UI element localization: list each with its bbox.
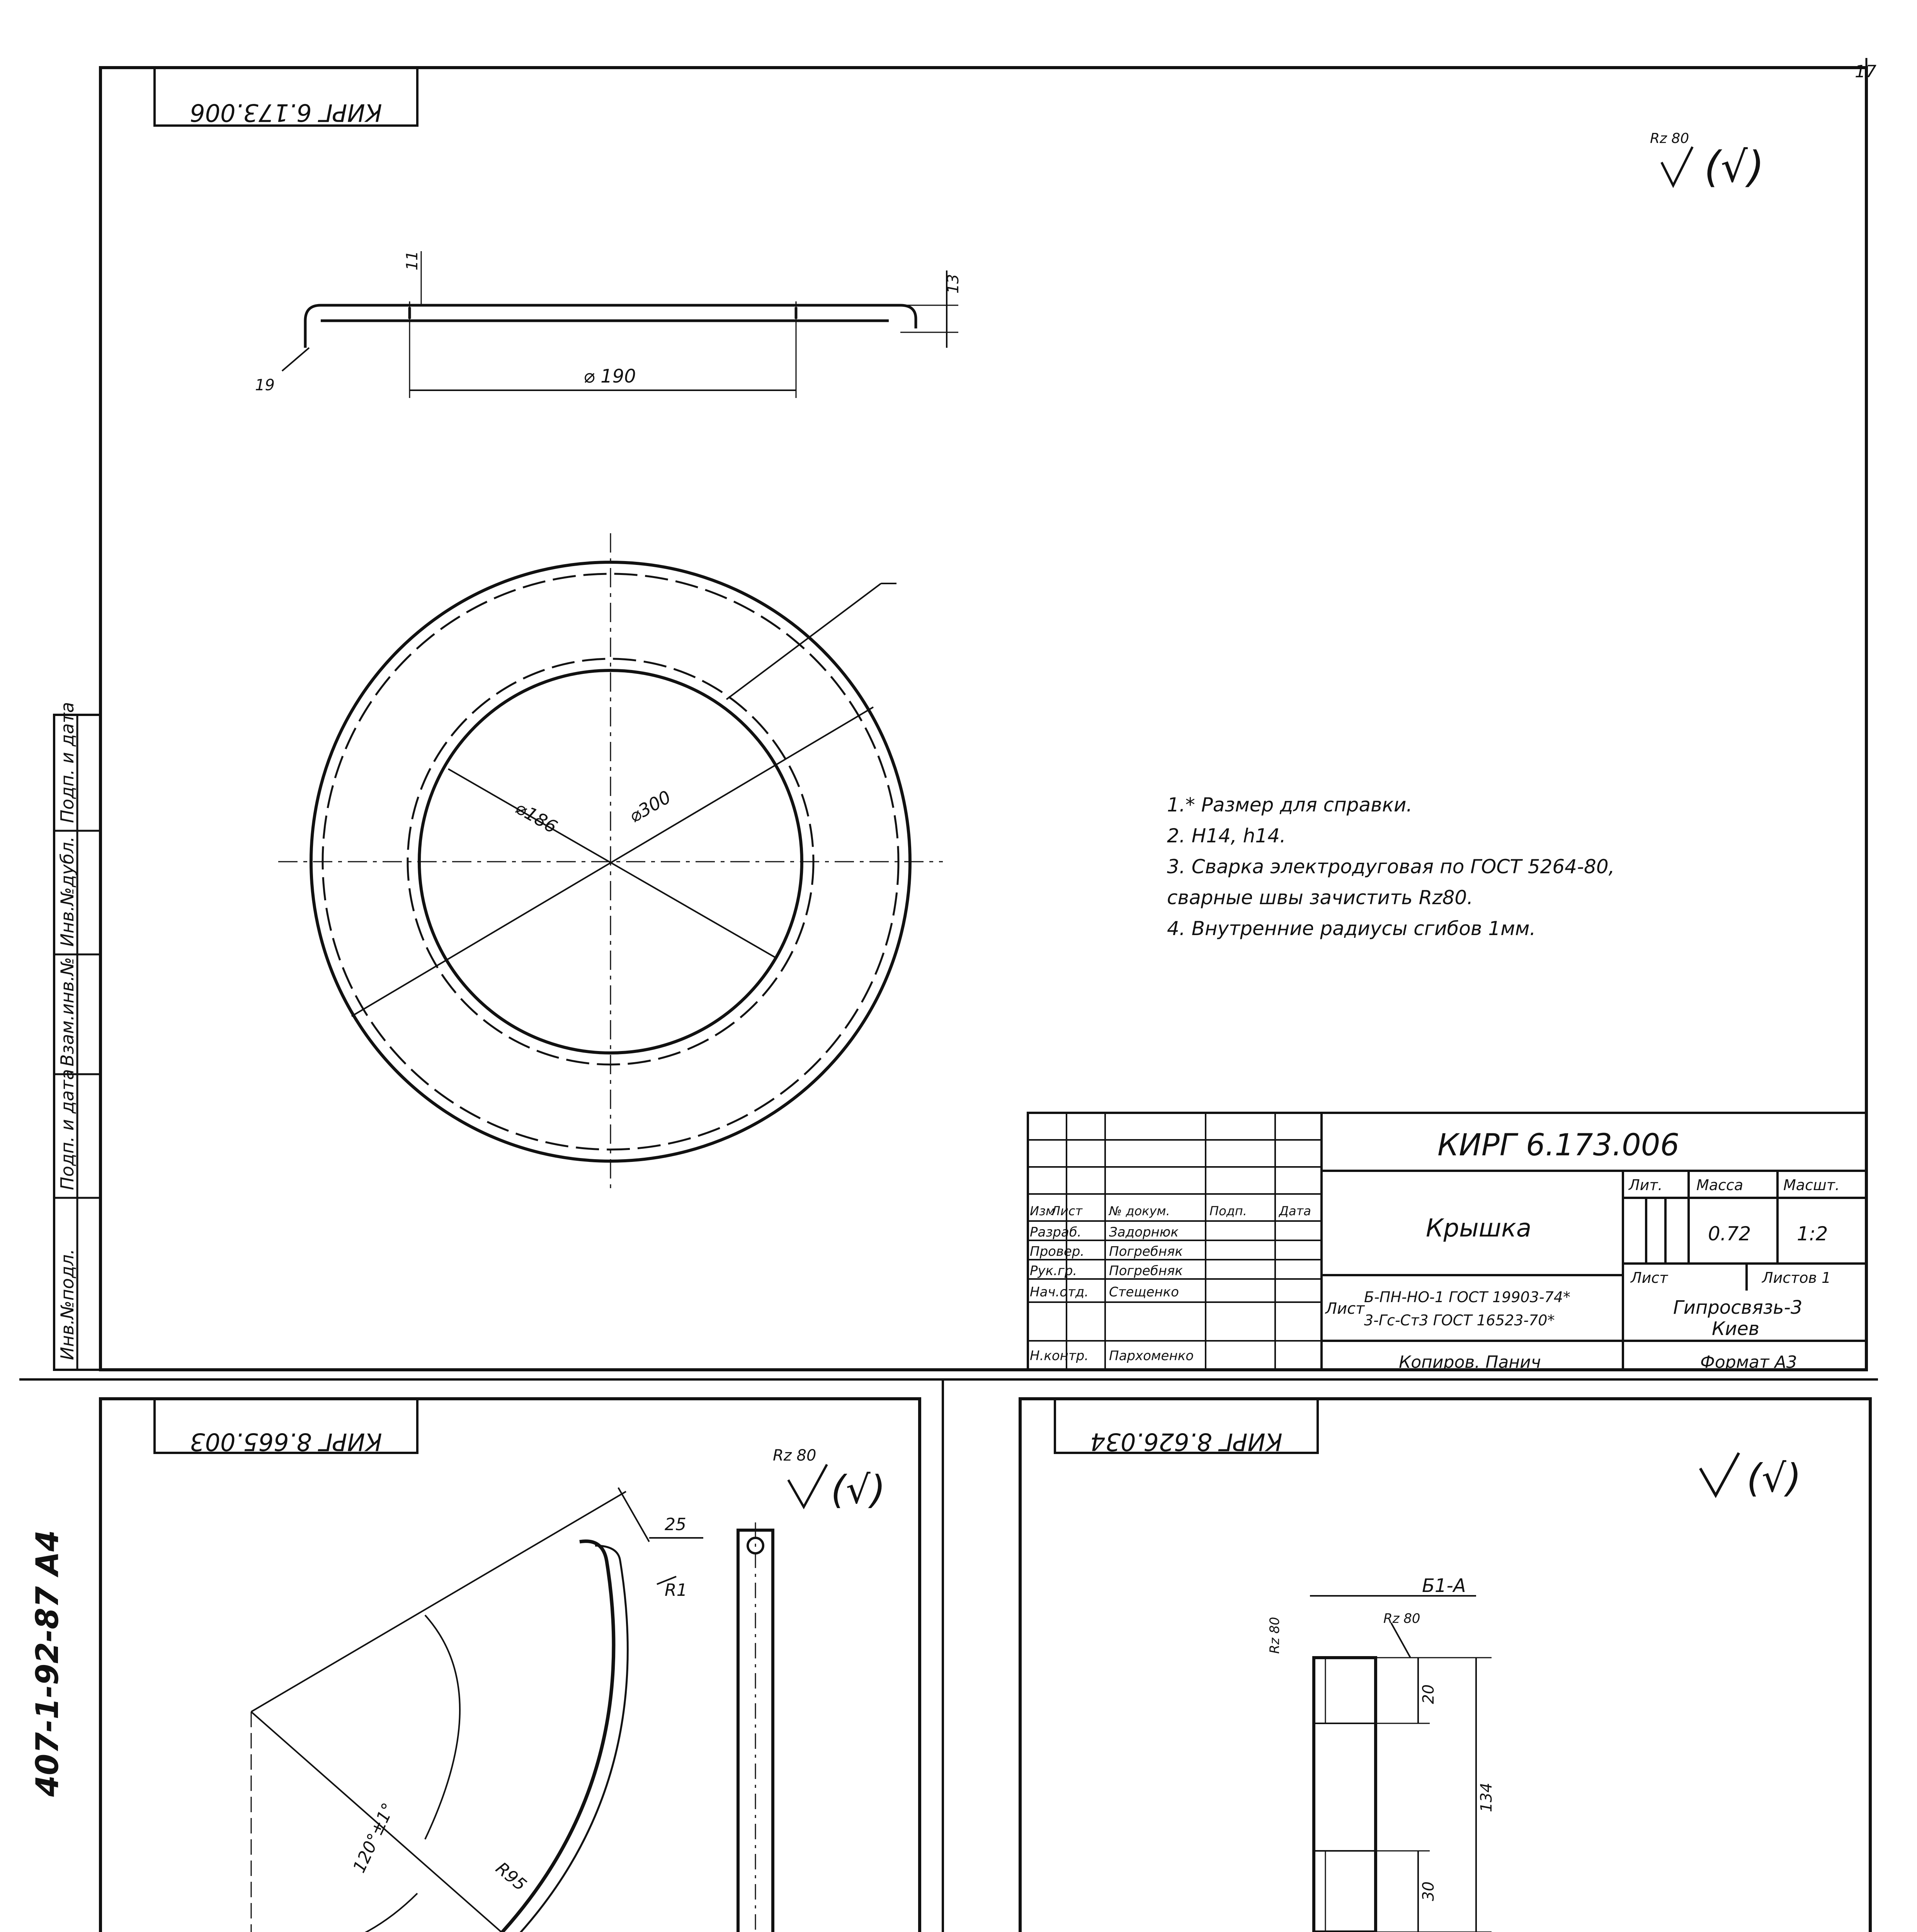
signer: Стещенко: [1109, 1284, 1179, 1300]
note-3: 3. Сварка электродуговая по ГОСТ 5264-80,: [1167, 855, 1615, 878]
khomut-clamp: [213, 1488, 703, 1932]
format-label: Формат А3: [1700, 1352, 1797, 1372]
dim-d186: ⌀186: [512, 797, 561, 838]
col-lit: Лит.: [1629, 1177, 1663, 1194]
strip-label: Взам.инв.№: [57, 957, 78, 1066]
truba-tube: [1310, 1596, 1492, 1932]
col-sheets: Листов 1: [1762, 1269, 1831, 1286]
dim-30: 30: [1420, 1881, 1437, 1901]
rotated-code: КИРГ 6.173.006: [190, 99, 382, 127]
stamp-role: Н.контр.: [1030, 1348, 1089, 1364]
drawing-kryshka: [155, 68, 1866, 1372]
stamp-role: Разраб.: [1030, 1225, 1082, 1240]
title-code: КИРГ 6.173.006: [1437, 1128, 1679, 1163]
page-number: 17: [1855, 62, 1876, 82]
note-4: 4. Внутренние радиусы сгибов 1мм.: [1167, 917, 1536, 940]
stamp-role: Провер.: [1030, 1244, 1085, 1259]
stamp-hdr: Лист: [1051, 1204, 1083, 1218]
drawing-truba: [1020, 1399, 1870, 1932]
frames: [19, 58, 1878, 1932]
dim-rz80b: Rz 80: [1383, 1611, 1420, 1626]
stamp-hdr: Изм: [1030, 1204, 1055, 1218]
dim-angle: 120°±1°: [349, 1800, 399, 1876]
stamp-hdr: Дата: [1279, 1204, 1311, 1218]
strip-label: Инв.№дубл.: [57, 836, 78, 947]
org-city: Киев: [1712, 1318, 1760, 1340]
side-strip-top: [54, 702, 100, 1370]
note-2: 2. Н14, h14.: [1167, 825, 1286, 847]
strip-label: Подп. и дата: [57, 1069, 78, 1190]
stamp-role: Рук.гр.: [1030, 1263, 1077, 1279]
scale-value: 1:2: [1797, 1223, 1828, 1245]
drawing-khomut: [100, 1399, 920, 1932]
dim-d300: ⌀300: [625, 786, 675, 827]
col-mass: Масса: [1696, 1177, 1744, 1194]
dim-134: 134: [1478, 1782, 1495, 1812]
material-1: Б-ПН-НО-1 ГОСТ 19903-74*: [1364, 1289, 1570, 1306]
note-3b: сварные швы зачистить Rz80.: [1167, 886, 1473, 909]
material-2: 3-Гс-Ст3 ГОСТ 16523-70*: [1364, 1312, 1555, 1329]
stamp-role: Нач.отд.: [1030, 1284, 1089, 1300]
rotated-code: КИРГ 8.626.034: [1090, 1428, 1283, 1456]
strip-label: Инв.№подл.: [57, 1248, 78, 1360]
roughness-check: (√): [831, 1467, 886, 1512]
stamp-hdr: № докум.: [1109, 1204, 1170, 1218]
issuer-label: Лист: [1325, 1300, 1365, 1318]
signer: Погребняк: [1109, 1263, 1183, 1279]
section-label: Б1-А: [1422, 1575, 1466, 1597]
note-1: 1.* Размер для справки.: [1167, 794, 1413, 816]
dim-r1a: R1: [665, 1580, 687, 1600]
rotated-code: КИРГ 8.665.003: [190, 1428, 382, 1456]
roughness-check: (√): [1704, 142, 1764, 192]
roughness-label: Rz 80: [773, 1447, 816, 1464]
dim-h19: 19: [255, 376, 275, 394]
roughness-label: Rz 80: [1650, 131, 1689, 146]
album-code: 407-1-92-87 А4: [29, 1530, 65, 1797]
dim-r95: R95: [492, 1858, 531, 1895]
part-title: Крышка: [1426, 1214, 1532, 1243]
mass-value: 0.72: [1708, 1223, 1751, 1245]
copied-by: Копиров. Панич: [1399, 1352, 1541, 1372]
org-name: Гипросвязь-3: [1673, 1297, 1803, 1318]
col-scale: Масшт.: [1783, 1177, 1840, 1194]
signer: Погребняк: [1109, 1244, 1183, 1259]
signer: Задорнюк: [1109, 1225, 1179, 1240]
strip-label: Подп. и дата: [57, 702, 78, 823]
dim-25a: 25: [665, 1515, 686, 1534]
dim-h13: 13: [944, 274, 962, 294]
col-sheet: Лист: [1631, 1269, 1668, 1286]
kryshka-plan: [278, 533, 943, 1190]
signer: Пархоменко: [1109, 1348, 1194, 1364]
roughness-check: (√): [1747, 1456, 1801, 1501]
dim-20: 20: [1420, 1684, 1437, 1704]
dim-h11: 11: [403, 251, 421, 270]
dim-rz80a: Rz 80: [1267, 1617, 1283, 1654]
stamp-hdr: Подп.: [1209, 1204, 1247, 1218]
dim-d190: ⌀ 190: [583, 366, 636, 387]
